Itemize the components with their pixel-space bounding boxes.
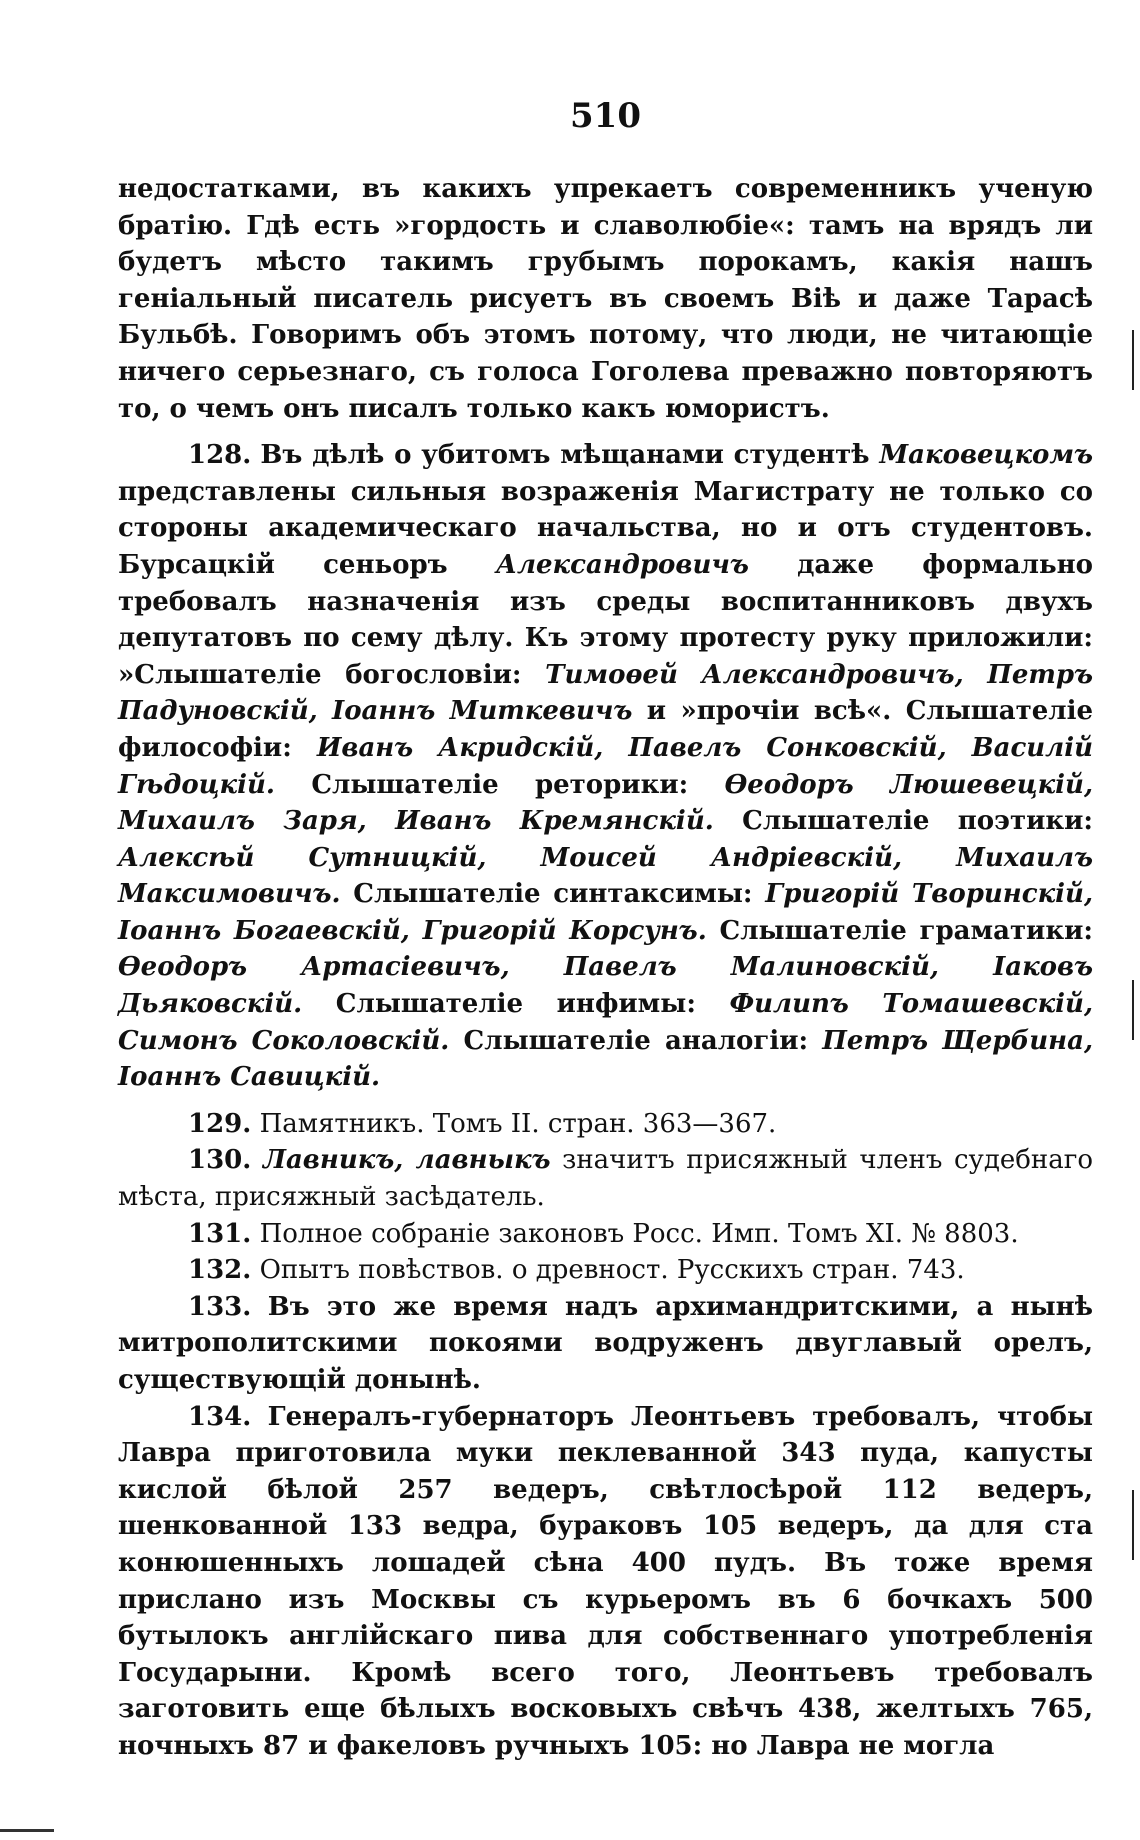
page-number: 510 bbox=[570, 96, 641, 136]
footnote-129: 129. Памятникъ. Томъ II. стран. 363—367. bbox=[188, 1108, 777, 1139]
footnote-128: 128. Въ дѣлѣ о убитомъ мѣщанами студентѣ Маковецкомъ представлены сильныя возраженія Магистрату не только со стороны академическаго начальства, но и отъ студентовъ. Бурсацкій сеньоръ Александровичъ даже формально требовалъ назначенія изъ среды воспитанниковъ двухъ депутатовъ по сему дѣлу. Къ этому протесту руку приложили: »Слышателіе богословіи: Тимоѳей Александровичъ, Петръ Падуновскій, Іоаннъ Миткевичъ и »прочіи всѣ«. Слышателіе философіи: Иванъ Акридскій, Павелъ Сонковскій, Василій Гѣдоцкій. Слышателіе реторики: Ѳеодоръ Люшевецкій, Михаилъ Заря, Иванъ Кремянскій. Слышателіе поэтики: Алексѣй Сутницкій, Моисей Андріевскій, Михаилъ Максимовичъ. Слышателіе синтаксимы: Григорій Творинскій, Іоаннъ Богаевскій, Григорій Корсунъ. Слышателіе граматики: Ѳеодоръ Артасіевичъ, Павелъ Малиновскій, Іаковъ Дьяковскій. Слышателіе инфимы: Филипъ Томашевскій, Симонъ Соколовскій. Слышателіе аналогіи: Петръ Щербина, Іоаннъ Савицкій. bbox=[118, 440, 1094, 1093]
scan-edge-mark bbox=[1132, 1490, 1134, 1560]
footnote-130: 130. Лавникъ, лавныкъ значитъ присяжный членъ судебнаго мѣста, присяжный засѣдатель. bbox=[118, 1145, 1093, 1213]
footnote-133: 133. Въ это же время надъ архимандритскими, а нынѣ митрополитскими покоями водруженъ двуглавый орелъ, существующій донынѣ. bbox=[118, 1291, 1093, 1395]
note-number: 128. bbox=[188, 440, 252, 471]
footnote-132: 132. Опытъ повѣствов. о древност. Русскихъ стран. 743. bbox=[188, 1255, 965, 1286]
footnote-131: 131. Полное собраніе законовъ Росс. Имп. Томъ XI. № 8803. bbox=[188, 1218, 1019, 1249]
scan-edge-mark bbox=[1132, 330, 1134, 390]
continuation-paragraph: недостатками, въ какихъ упрекаетъ современникъ ученую братію. Гдѣ есть »гордость и славолюбіе«: тамъ на врядъ ли будетъ мѣсто такимъ грубымъ порокамъ, какія нашъ геніальный писатель рисуетъ въ своемъ Віѣ и даже Тарасѣ Бульбѣ. Говоримъ объ этомъ потому, что люди, не читающіе ничего серьезнаго, съ голоса Гоголева преважно повторяютъ то, о чемъ онъ писалъ только какъ юмористъ. bbox=[118, 174, 1093, 424]
book-page bbox=[118, 96, 1093, 1765]
footnote-134: 134. Генералъ-губернаторъ Леонтьевъ требовалъ, чтобы Лавра приготовила муки пеклеванной 343 пуда, капусты кислой бѣлой 257 ведеръ, свѣтлосѣрой 112 ведеръ, шенкованной 133 ведра, бураковъ 105 ведеръ, да для ста конюшенныхъ лошадей сѣна 400 пудъ. Въ тоже время прислано изъ Москвы съ курьеромъ въ 6 бочкахъ 500 бутылокъ англійскаго пива для собственнаго употребленія Государыни. Кромѣ всего того, Леонтьевъ требовалъ заготовить еще бѣлыхъ восковыхъ свѣчъ 438, желтыхъ 765, ночныхъ 87 и факеловъ ручныхъ 105: но Лавра не могла bbox=[118, 1401, 1094, 1761]
scan-corner-rule bbox=[0, 1829, 54, 1832]
scan-edge-mark bbox=[1132, 980, 1134, 1040]
